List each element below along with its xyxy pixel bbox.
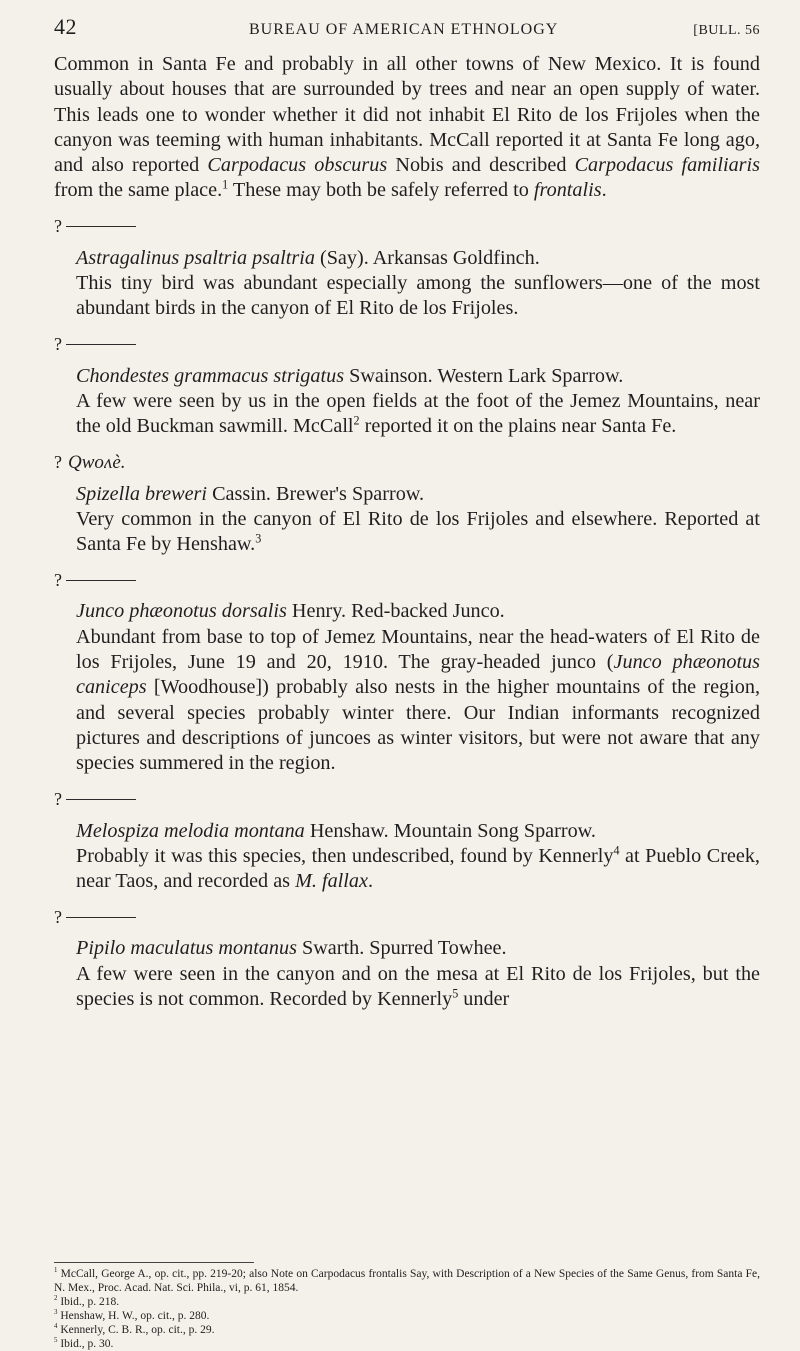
native-name-line	[54, 908, 760, 926]
footnote-ref: 3	[255, 531, 262, 546]
footnote-rule	[54, 1262, 254, 1263]
footnote	[54, 1295, 760, 1309]
species-name: Junco phæonotus caniceps	[76, 651, 760, 699]
page-body	[54, 52, 760, 1012]
blank-dash	[66, 344, 136, 345]
species-name: frontalis	[533, 179, 602, 202]
footnote	[54, 1267, 760, 1295]
species-name: Pipilo maculatus montanus	[76, 937, 297, 960]
species-description	[76, 507, 760, 558]
species-description	[76, 962, 760, 1013]
species-name: Carpodacus familiaris	[574, 154, 760, 177]
description-text: reported it on the plains near Santa Fe.	[359, 415, 677, 438]
description-text: A few were seen in the canyon and on the mesa at El Rito de los Frijoles, but the species is not common. Recorded by Kennerly	[76, 962, 760, 1011]
blank-dash	[66, 799, 136, 800]
species-description	[76, 625, 760, 777]
species-authority: Henshaw. Mountain Song Sparrow.	[304, 819, 596, 842]
native-name-mark: ?	[54, 906, 62, 927]
footnote-ref: 4	[613, 843, 620, 858]
running-head: BUREAU OF AMERICAN ETHNOLOGY	[248, 21, 559, 38]
native-name-line	[54, 571, 760, 589]
description-text: at Pueblo Creek, near Taos, and recorded as	[76, 844, 760, 893]
species-name: M. fallax	[295, 870, 368, 893]
description-text: under	[458, 988, 510, 1011]
footnote-text: Kennerly, C. B. R., op. cit., p. 29.	[60, 1324, 215, 1336]
footnote-number: 5	[54, 1337, 58, 1345]
species-name: Astragalinus psaltria psaltria	[76, 246, 315, 269]
footnote	[54, 1323, 760, 1337]
species-heading	[76, 819, 760, 844]
description-text: .	[367, 870, 373, 893]
species-heading	[76, 482, 760, 507]
footnote-ref: 5	[452, 986, 459, 1001]
footnote-text: Ibid., p. 30.	[60, 1338, 114, 1350]
species-name: Spizella breweri	[76, 482, 208, 505]
species-heading	[76, 364, 760, 389]
intro-text: These may both be safely referred to	[228, 179, 534, 202]
footnote-text: Ibid., p. 218.	[60, 1296, 120, 1308]
native-name-line	[54, 451, 760, 473]
description-text: Abundant from base to top of Jemez Mountains, near the head-waters of El Rito de los Frijoles, June 19 and 20, 1910. The gray-headed junco (	[76, 625, 760, 674]
footnotes	[54, 1267, 760, 1351]
footnote-ref: 1	[222, 177, 229, 192]
species-heading	[76, 936, 760, 961]
page-header	[54, 14, 760, 44]
species-name: Carpodacus obscurus	[207, 154, 388, 177]
intro-text: .	[601, 179, 607, 202]
species-description	[76, 389, 760, 440]
footnote-number: 1	[54, 1267, 58, 1275]
native-name-line	[54, 336, 760, 354]
blank-dash	[66, 917, 136, 918]
footnote-number: 4	[54, 1323, 58, 1331]
description-text: A few were seen by us in the open fields at the foot of the Jemez Mountains, near the old Buckman sawmill. McCall	[76, 389, 760, 438]
species-authority: Henry. Red-backed Junco.	[286, 600, 505, 623]
native-name-line	[54, 788, 760, 809]
species-authority: Cassin. Brewer's Sparrow.	[207, 482, 425, 505]
species-name: Melospiza melodia montana	[76, 819, 305, 842]
native-name-mark: ?	[54, 216, 62, 237]
description-text: Probably it was this species, then undescribed, found by Kennerly	[76, 844, 614, 867]
description-text: Very common in the canyon of El Rito de los Frijoles and elsewhere. Reported at Santa Fe by Henshaw.	[76, 507, 760, 556]
footnote-number: 3	[54, 1309, 58, 1317]
footnote	[54, 1309, 760, 1323]
native-name-mark: ?	[54, 788, 62, 809]
footnote-ref: 2	[353, 413, 360, 428]
species-authority: (Say). Arkansas Goldfinch.	[314, 246, 540, 269]
native-name-line	[54, 218, 760, 236]
page-number: 42	[54, 14, 77, 39]
bulletin-number: [BULL. 56	[693, 23, 760, 38]
intro-paragraph	[54, 52, 760, 204]
description-text: [Woodhouse]) probably also nests in the higher mountains of the region, and several species probably winter there. Our Indian informants recognized pictures and descriptions of juncoes as winter visitors, but were not aware that any species summered in the region.	[76, 676, 760, 775]
species-authority: Swainson. Western Lark Sparrow.	[344, 364, 624, 387]
native-name-mark: ?	[54, 569, 62, 590]
species-heading	[76, 599, 760, 624]
species-name: Junco phæonotus dorsalis	[76, 600, 287, 623]
footnote-text: McCall, George A., op. cit., pp. 219-20; also Note on Carpodacus frontalis Say, with Description of a New Species of the Same Genus, from Santa Fe, N. Mex., Proc. Acad. Nat. Sci. Phila., vi, p. 61, 1854.	[54, 1268, 761, 1294]
species-description: This tiny bird was abundant especially among the sunflowers—one of the most abundant birds in the canyon of El Rito de los Frijoles.	[76, 272, 760, 320]
intro-text: from the same place.	[54, 179, 223, 202]
footnote-text: Henshaw, H. W., op. cit., p. 280.	[60, 1310, 210, 1322]
native-name-mark: ?	[54, 451, 62, 472]
species-description	[76, 844, 760, 895]
native-name-mark: ?	[54, 334, 62, 355]
blank-dash	[66, 226, 136, 227]
footnote	[54, 1337, 760, 1351]
intro-text: Nobis and described	[387, 154, 575, 177]
species-authority: Swarth. Spurred Towhee.	[296, 937, 507, 960]
species-heading	[76, 246, 760, 271]
species-name: Chondestes grammacus strigatus	[76, 364, 345, 387]
blank-dash	[66, 580, 136, 581]
native-name: Qwoʌè.	[68, 451, 126, 473]
footnote-number: 2	[54, 1295, 58, 1303]
intro-text: Common in Santa Fe and probably in all other towns of New Mexico. It is found usually about houses that are surrounded by trees and near an open supply of water. This leads one to wonder whether it did not inhabit El Rito de los Frijoles when the canyon was teeming with human inhabitants. McCall reported it at Santa Fe long ago, and also reported	[54, 53, 760, 177]
